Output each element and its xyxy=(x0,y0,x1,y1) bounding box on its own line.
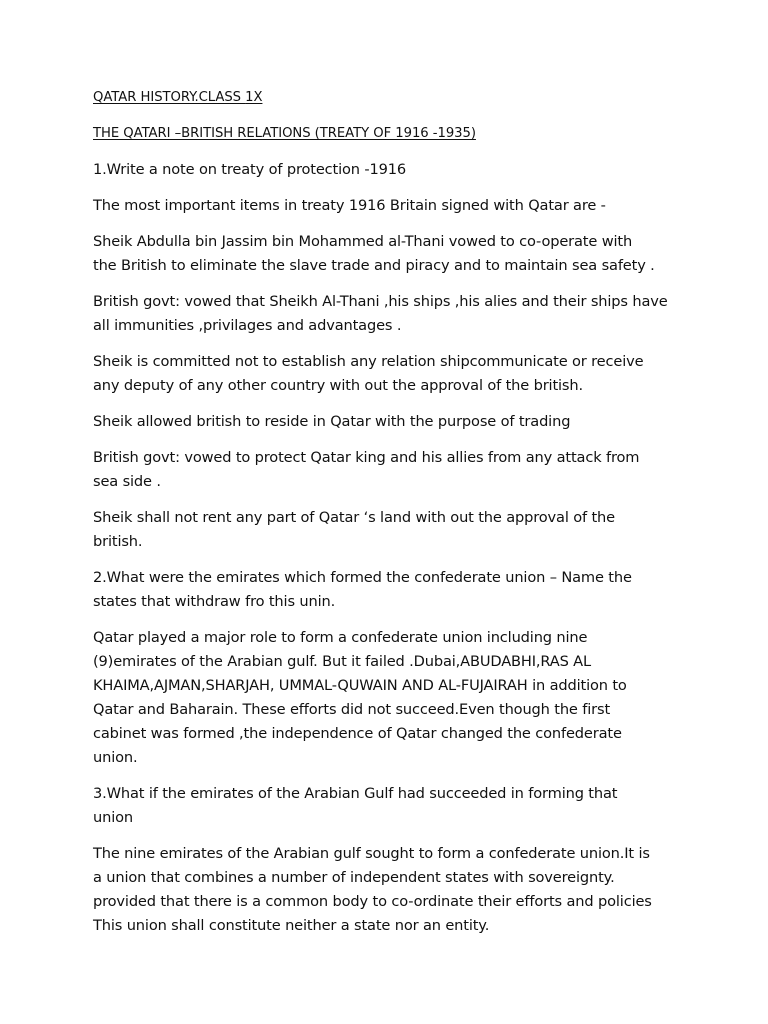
paragraph-line: This union shall constitute neither a state nor an entity. xyxy=(93,917,490,934)
paragraph-line: union. xyxy=(93,749,138,766)
paragraph-line: Sheik allowed british to reside in Qatar with the purpose of trading xyxy=(93,413,571,430)
paragraph-line: all immunities ,privilages and advantages . xyxy=(93,317,402,334)
paragraph-line: British govt: vowed that Sheikh Al-Thani ,his ships ,his alies and their ships have xyxy=(93,293,668,310)
paragraph-line: (9)emirates of the Arabian gulf. But it failed .Dubai,ABUDABHI,RAS AL xyxy=(93,653,592,670)
question-3: union xyxy=(93,809,133,826)
paragraph-line: Qatar played a major role to form a confederate union including nine xyxy=(93,629,588,646)
paragraph-line: The most important items in treaty 1916 Britain signed with Qatar are - xyxy=(93,197,606,214)
paragraph-line: the British to eliminate the slave trade and piracy and to maintain sea safety . xyxy=(93,257,655,274)
title-suffix: 1X xyxy=(245,90,263,105)
paragraph-line: any deputy of any other country with out the approval of the british. xyxy=(93,377,583,394)
title-text: QATAR HISTORY.CLASS xyxy=(93,90,246,105)
question-1: 1.Write a note on treaty of protection -1916 xyxy=(93,161,407,178)
question-2: states that withdraw fro this unin. xyxy=(93,593,336,610)
paragraph-line: british. xyxy=(93,533,143,550)
paragraph-line: KHAIMA,AJMAN,SHARJAH, UMMAL-QUWAIN AND AL-FUJAIRAH in addition to xyxy=(93,677,627,694)
document-title xyxy=(93,88,262,108)
document-subtitle: THE QATARI –BRITISH RELATIONS (TREATY OF 1916 -1935) xyxy=(93,126,476,141)
question-2: 2.What were the emirates which formed the confederate union – Name the xyxy=(93,569,632,586)
paragraph-line: Sheik shall not rent any part of Qatar ‘s land with out the approval of the xyxy=(93,509,615,526)
paragraph-line: Sheik is committed not to establish any relation shipcommunicate or receive xyxy=(93,353,644,370)
paragraph-line: sea side . xyxy=(93,473,161,490)
paragraph-line: British govt: vowed to protect Qatar king and his allies from any attack from xyxy=(93,449,640,466)
paragraph-line: a union that combines a number of independent states with sovereignty. xyxy=(93,869,615,886)
paragraph-line: Sheik Abdulla bin Jassim bin Mohammed al-Thani vowed to co-operate with xyxy=(93,233,633,250)
question-3: 3.What if the emirates of the Arabian Gulf had succeeded in forming that xyxy=(93,785,618,802)
paragraph-line: The nine emirates of the Arabian gulf sought to form a confederate union.It is xyxy=(93,845,650,862)
paragraph-line: cabinet was formed ,the independence of Qatar changed the confederate xyxy=(93,725,622,742)
paragraph-line: Qatar and Baharain. These efforts did not succeed.Even though the first xyxy=(93,701,611,718)
paragraph-line: provided that there is a common body to co-ordinate their efforts and policies xyxy=(93,893,652,910)
